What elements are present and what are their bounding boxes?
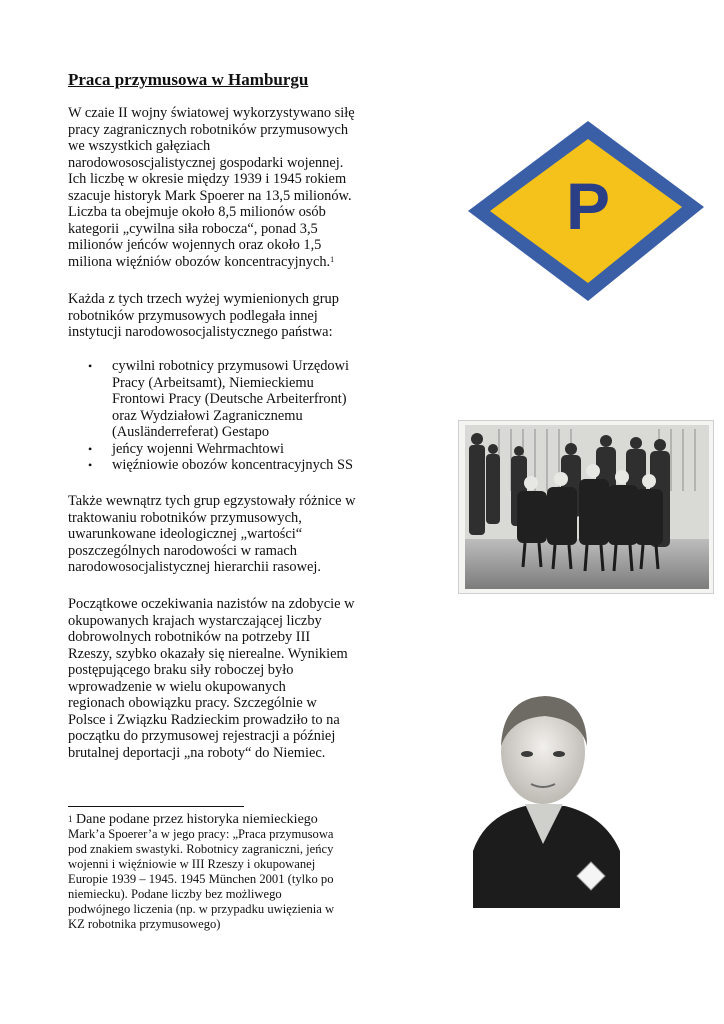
footnote-text: Dane podane przez historyka niemieckiego bbox=[72, 812, 318, 827]
footnote-line: Europie 1939 – 1945. 1945 München 2001 (tylko po bbox=[68, 872, 334, 886]
text-line: uwarunkowane ideologicznej „wartości“ bbox=[68, 526, 303, 542]
text-line: Każda z tych trzech wyżej wymienionych grup bbox=[68, 291, 339, 307]
footnote-line: Mark’a Spoerer’a w jego pracy: „Praca przymusowa bbox=[68, 827, 334, 841]
text-line: okupowanych krajach wystarczającej liczby bbox=[68, 612, 322, 629]
portrait-photo-image bbox=[465, 676, 622, 908]
text-line: więźniowie obozów koncentracyjnych SS bbox=[112, 457, 353, 473]
text-line: W czaie II wojny światowej wykorzystywano siłę bbox=[68, 105, 355, 121]
paragraph-institutions bbox=[68, 291, 368, 341]
bullet-icon: • bbox=[88, 458, 93, 472]
text-line: oraz Wydziałowi Zagranicznemu bbox=[112, 407, 303, 424]
text-line: poszczególnych narodowości w ramach bbox=[68, 542, 297, 559]
text-line: kategorii „cywilna siła robocza“, ponad 3,5 bbox=[68, 220, 318, 237]
text-line: instytucji narodowosocjalistycznego państwa: bbox=[68, 324, 333, 340]
text-line: regionach obowiązku pracy. Szczególnie w bbox=[68, 695, 317, 711]
footnote-mark: 1 bbox=[68, 814, 73, 824]
left-eye bbox=[521, 751, 533, 757]
text-line: Liczba ta obejmuje około 8,5 milionów osób bbox=[68, 204, 326, 220]
footnote-first-line bbox=[68, 812, 360, 827]
bullet-icon: • bbox=[88, 441, 93, 456]
text-line: Także wewnątrz tych grup egzystowały różnice w bbox=[68, 493, 356, 509]
text-line: postępującego braku siły roboczej było bbox=[68, 662, 294, 678]
text-line: Frontowi Pracy (Deutsche Arbeiterfront) bbox=[112, 391, 347, 407]
footnote-line: pod znakiem swastyki. Robotnicy zagraniczni, jeńcy bbox=[68, 842, 334, 856]
text-line: narodowososcjalistycznej gospodarki wojennej. bbox=[68, 154, 344, 171]
text-line: wprowadzenie w wielu okupowanych bbox=[68, 678, 286, 695]
footnote-line: wojenni i więźniowie w III Rzeszy i okupowanej bbox=[68, 857, 316, 871]
footnote bbox=[68, 812, 360, 932]
text-line: narodowosocjalistycznej hierarchii rasowej. bbox=[68, 559, 321, 575]
page-title: Praca przymusowa w Hamburgu bbox=[68, 70, 309, 89]
text-line: milionów jeńców wojennych oraz około 1,5 bbox=[68, 237, 322, 253]
text-line: (Ausländerreferat) Gestapo bbox=[112, 424, 270, 440]
text-line: Rzeszy, szybko okazały się nierealne. Wynikiem bbox=[68, 645, 348, 662]
text-line: traktowaniu robotników przymusowych, bbox=[68, 509, 302, 526]
paragraph-intro bbox=[68, 105, 368, 270]
text-line: jeńcy wojenni Wehrmachtowi bbox=[112, 440, 285, 457]
text-line: szacuje historyk Mark Spoerer na 13,5 milionów. bbox=[68, 187, 352, 204]
bullet-icon: • bbox=[88, 359, 93, 373]
text-line: robotników przymusowych podlegała innej bbox=[68, 307, 318, 324]
text-line: Pracy (Arbeitsamt), Niemieckiemu bbox=[112, 374, 314, 391]
text-line: Polsce i Związku Radzieckim prowadziło to na bbox=[68, 711, 340, 728]
paragraph-deportation bbox=[68, 596, 368, 761]
text-line: Ich liczbę w okresie między 1939 i 1945 rokiem bbox=[68, 171, 347, 187]
group-photo-image bbox=[458, 420, 714, 594]
paragraph-differences bbox=[68, 493, 368, 576]
institutions-list bbox=[88, 358, 368, 474]
text-line-content: miliona więźniów obozów koncentracyjnych. bbox=[68, 253, 331, 270]
footnote-line: niemiecku). Podane liczby bez możliwego bbox=[68, 887, 282, 901]
footnote-reference[interactable]: 1 bbox=[330, 254, 335, 264]
right-eye bbox=[553, 751, 565, 757]
footnote-line: podwójnego liczenia (np. w przypadku uwięzienia w bbox=[68, 902, 335, 916]
text-line: pracy zagranicznych robotników przymusowych bbox=[68, 121, 349, 138]
p-badge-image bbox=[466, 119, 706, 303]
badge-letter: P bbox=[565, 169, 611, 243]
footnote-line: KZ robotnika przymusowego) bbox=[68, 917, 221, 931]
text-line: cywilni robotnicy przymusowi Urzędowi bbox=[112, 358, 349, 374]
text-line: dobrowolnych robotników na potrzeby III bbox=[68, 629, 311, 645]
list-item bbox=[88, 441, 368, 458]
text-line: początku do przymusowej rejestracji a później bbox=[68, 728, 336, 744]
list-item bbox=[88, 358, 368, 441]
footnote-separator bbox=[68, 806, 244, 807]
text-line: Początkowe oczekiwania nazistów na zdobycie w bbox=[68, 596, 355, 612]
text-line: brutalnej deportacji „na roboty“ do Niemiec. bbox=[68, 744, 326, 761]
list-item bbox=[88, 457, 368, 474]
text-line: we wszystkich gałęziach bbox=[68, 138, 211, 154]
text-line bbox=[68, 254, 368, 271]
